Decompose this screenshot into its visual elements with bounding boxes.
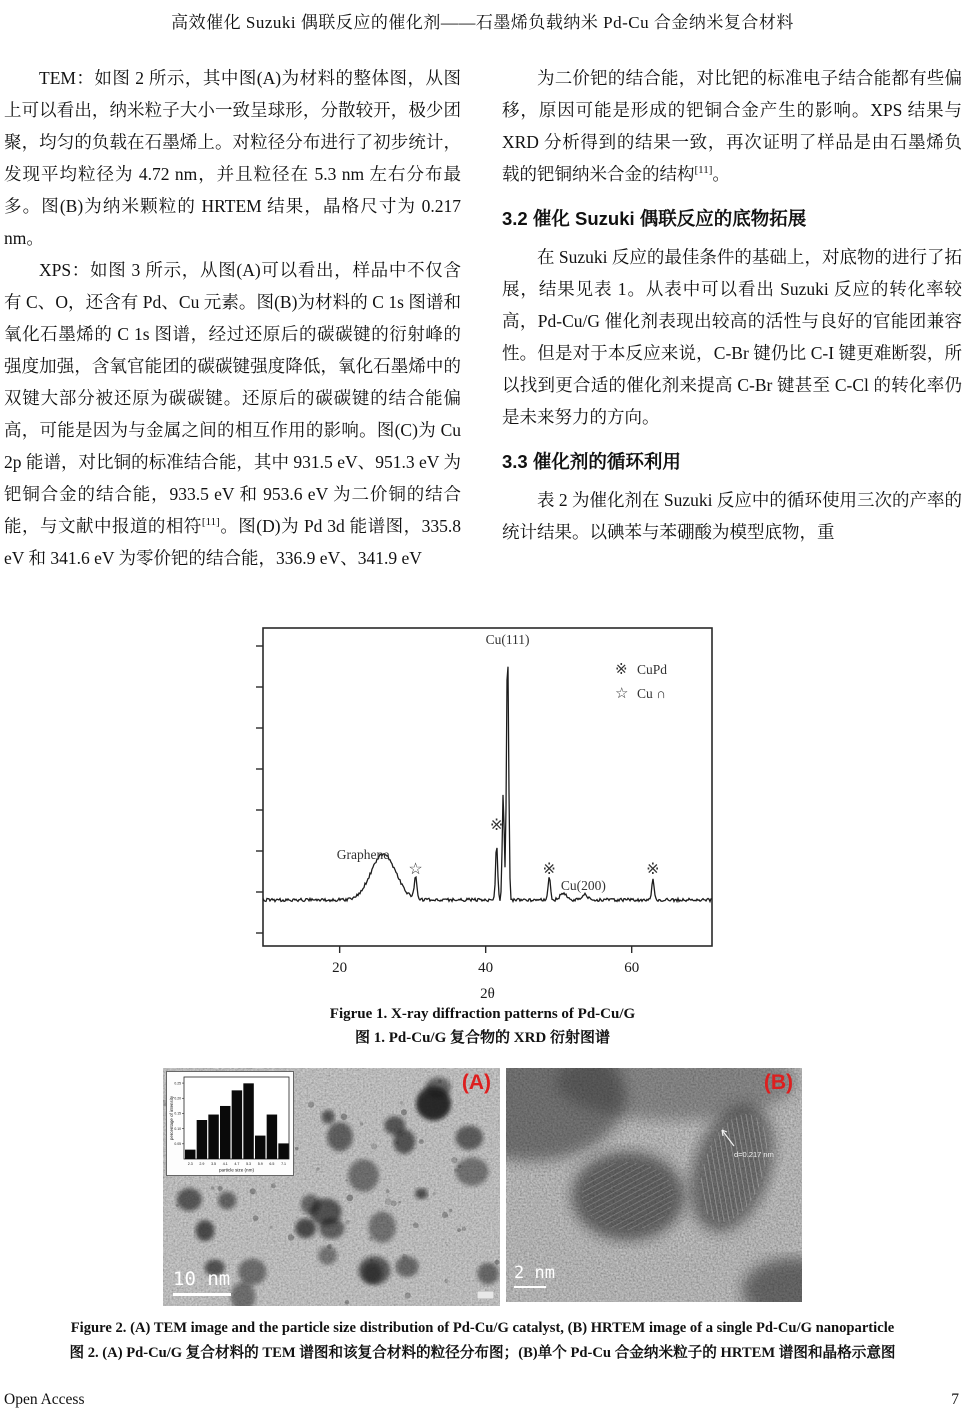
svg-text:※: ※ [646, 861, 660, 878]
svg-text:2θ: 2θ [480, 986, 495, 1000]
micrograph-stamp [477, 1291, 494, 1299]
figure1-caption [0, 1002, 965, 1050]
column-right [502, 62, 962, 548]
svg-text:☆: ☆ [615, 686, 629, 702]
particle-size-histogram [167, 1072, 293, 1175]
svg-text:0.20: 0.20 [174, 1096, 181, 1101]
svg-text:3.5: 3.5 [211, 1162, 217, 1166]
scalebar-a-text: 10 nm [173, 1268, 231, 1290]
tem-image-a [163, 1068, 500, 1306]
figure2-caption [0, 1316, 965, 1366]
paragraph-recycling: 表 2 为催化剂在 Suzuki 反应中的循环使用三次的产率的统计结果。以碘苯与苯硼酸为模型底物，重 [502, 490, 962, 542]
svg-text:4.1: 4.1 [222, 1162, 228, 1166]
figure1-caption-zh: 图 1. Pd-Cu/G 复合物的 XRD 衍射图谱 [354, 1030, 610, 1046]
svg-text:particle size (nm): particle size (nm) [219, 1167, 254, 1173]
xrd-chart [230, 622, 740, 1000]
paragraph-xps-continued: 为二价钯的结合能，对比钯的标准电子结合能都有些偏移，原因可能是形成的钯铜合金产生的影响。XPS 结果与 XRD 分析得到的结果一致，再次证明了样品是由石墨烯负载的钯铜纳米合金的结构[11]。 [502, 68, 962, 184]
section-heading-3-3: 3.3 催化剂的循环利用 [502, 451, 681, 472]
page-title: 高效催化 Suzuki 偶联反应的催化剂——石墨烯负载纳米 Pd-Cu 合金纳米复合材料 [171, 13, 794, 32]
svg-text:0.10: 0.10 [174, 1126, 181, 1131]
svg-text:2.9: 2.9 [199, 1162, 205, 1166]
svg-text:0.25: 0.25 [174, 1081, 181, 1086]
svg-text:4.7: 4.7 [234, 1162, 240, 1166]
paragraph-tem: TEM：如图 2 所示，其中图(A)为材料的整体图，从图上可以看出，纳米粒子大小一致呈球形，分散较开，极少团聚，均匀的负载在石墨烯上。对粒径分布进行了初步统计，发现平均粒径为 4.72 nm，并且粒径在 5.3 nm 左右分布最多。图(B)为纳米颗粒的 HRTEM 结果，晶格尺寸为 0.217 nm。 [4, 68, 461, 248]
svg-text:Cu(111): Cu(111) [485, 632, 530, 647]
svg-text:0.05: 0.05 [174, 1142, 181, 1147]
svg-text:2.3: 2.3 [187, 1162, 193, 1166]
particle-size-histogram-inset [167, 1072, 293, 1175]
panel-label-b: (B) [763, 1071, 793, 1094]
scalebar-b-text: 2 nm [514, 1263, 555, 1283]
svg-text:Graphene: Graphene [336, 847, 390, 862]
svg-text:※: ※ [615, 662, 628, 678]
svg-text:※: ※ [489, 817, 504, 834]
svg-text:0.15: 0.15 [174, 1111, 181, 1116]
d-spacing-annotation: d=0.217 nm [734, 1150, 774, 1159]
figure2-caption-zh: 图 2. (A) Pd-Cu/G 复合材料的 TEM 谱图和该复合材料的粒径分布图；(B)单个 Pd-Cu 合金纳米粒子的 HRTEM 谱图和晶格示意图 [69, 1345, 896, 1361]
open-access-label: Open Access [4, 1391, 85, 1408]
scalebar-a-line [173, 1293, 231, 1296]
svg-text:60: 60 [624, 960, 640, 976]
scalebar-a [173, 1268, 231, 1296]
svg-text:20: 20 [332, 960, 348, 976]
paragraph-xps: XPS：如图 3 所示，从图(A)可以看出，样品中不仅含有 C、O，还含有 Pd、Cu 元素。图(B)为材料的 C 1s 图谱和氧化石墨烯的 C 1s 图谱，经过还原后的碳碳键的衍射峰的强度加强，含氧官能团的碳碳键强度降低，氧化石墨烯中的双键大部分被还原为碳碳键。还原后的碳碳键的结合能偏高，可能是因为与金属之间的相互作用的影响。图(C)为 Cu 2p 能谱，对比铜的标准结合能，其中 931.5 eV、951.3 eV 为钯铜合金的结合能，933.5 eV 和 953.6 eV 为二价铜的结合能，与文献中报道的相符[11]。图(D)为 Pd 3d 能谱图，335.8 eV 和 341.6 eV 为零价钯的结合能，336.9 eV、341.9 eV [4, 260, 461, 568]
svg-text:CuPd: CuPd [637, 662, 668, 677]
svg-text:5.3: 5.3 [246, 1162, 252, 1166]
svg-text:Cu(200): Cu(200) [560, 878, 606, 893]
svg-text:40: 40 [478, 960, 494, 976]
xrd-figure [230, 622, 740, 1000]
svg-text:5.9: 5.9 [257, 1162, 263, 1166]
svg-text:6.5: 6.5 [269, 1162, 275, 1166]
svg-text:Cu ∩: Cu ∩ [637, 686, 666, 701]
section-heading-3-2: 3.2 催化 Suzuki 偶联反应的底物拓展 [502, 208, 807, 229]
svg-text:7.1: 7.1 [281, 1162, 287, 1166]
page-number: 7 [951, 1391, 959, 1408]
paragraph-substrate-scope: 在 Suzuki 反应的最佳条件的基础上，对底物的进行了拓展，结果见表 1。从表中可以看出 Suzuki 反应的转化率较高，Pd-Cu/G 催化剂表现出较高的活性与良好的官能团兼容性。但是对于本反应来说，C-Br 键仍比 C-I 键更难断裂，所以找到更合适的催化剂来提高 C-Br 键甚至 C-Cl 的转化率仍是未来努力的方向。 [502, 247, 962, 427]
figure1-caption-en: Figrue 1. X-ray diffraction patterns of Pd-Cu/G [329, 1006, 636, 1022]
tem-image-b [506, 1068, 802, 1302]
column-left [4, 62, 461, 574]
svg-text:※: ※ [542, 861, 556, 878]
svg-text:percentage of intensity: percentage of intensity [169, 1095, 174, 1141]
panel-label-a: (A) [461, 1071, 491, 1094]
svg-text:☆: ☆ [408, 861, 423, 878]
figure2-caption-en: Figure 2. (A) TEM image and the particle size distribution of Pd-Cu/G catalyst, (B) HRTEM image of a single Pd-Cu/G nanoparticle [70, 1320, 895, 1336]
lattice-annotation-arrow [506, 1068, 802, 1302]
